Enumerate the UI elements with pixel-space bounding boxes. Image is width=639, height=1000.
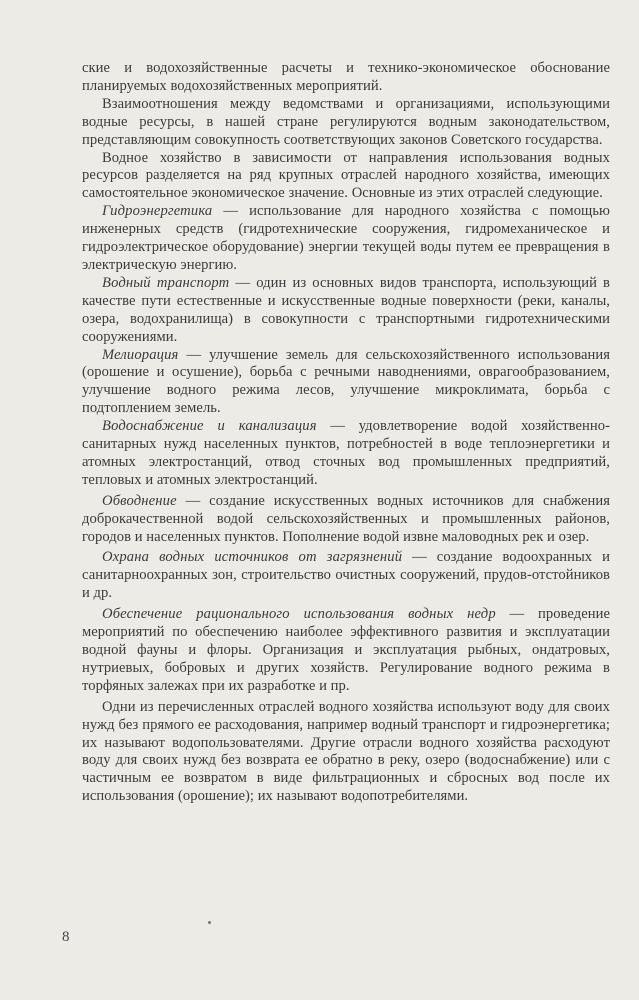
- paragraph-lead: Охрана водных источников от загрязнений: [102, 549, 403, 566]
- paragraph: [82, 549, 610, 603]
- paragraph: [82, 96, 610, 150]
- paragraph-body: — проведение мероприятий по обеспечению наиболее эффективного развития и эксплуатации водной фауны и флоры. Организация и эксплуатация рыбных, ондатровых, нутриевых, бобровых и других хозяйств. Регулирование водного режима в торфяных залежах при их разработке и пр.: [82, 606, 610, 694]
- print-speck: [208, 921, 211, 924]
- paragraph: [82, 150, 610, 204]
- paragraph-body: — удовлетворение водой хозяйственно-санитарных нужд населенных пунктов, потребностей в воде теплоэнергетики и атомных электростанций, отвод сточных вод промышленных предприятий, тепловых и атомных электростанций.: [82, 418, 611, 488]
- paragraph-body: — создание искусственных водных источников для снабжения доброкачественной водой сельскохозяйственных и промышленных районов, городов и населенных пунктов. Пополнение водой извне маловодных рек и озер.: [82, 492, 610, 545]
- paragraph-body: — использование для народного хозяйства с помощью инженерных средств (гидротехнические сооружения, гидромеханическое и гидроэлектрическое оборудование) энергии текущей воды путем ее превращения в электрическую энергию.: [82, 203, 610, 273]
- paragraph: [82, 60, 610, 96]
- body-text: [82, 60, 610, 806]
- paragraph-body: Взаимоотношения между ведомствами и организациями, использующими водные ресурсы, в нашей стране регулируются водным законодательством, представляющим совокупность соответствующих законов Советского государства.: [82, 95, 610, 148]
- paragraph-lead: Гидроэнергетика: [102, 203, 213, 220]
- paragraph: [82, 347, 610, 419]
- paragraph: [82, 606, 610, 696]
- paragraph: [82, 275, 610, 347]
- paragraph: [82, 493, 610, 547]
- paragraph-lead: Мелиорация: [102, 346, 179, 363]
- paragraph-lead: Водный транспорт: [102, 274, 230, 291]
- paragraph-lead: Обводнение: [102, 492, 177, 509]
- paragraph-body: Водное хозяйство в зависимости от направления использования водных ресурсов разделяется на ряд крупных отраслей народного хозяйства, имеющих самостоятельное экономическое значение. Основные из этих отраслей следующие.: [82, 149, 610, 202]
- paragraph-body: — один из основных видов транспорта, использующий в качестве пути естественные и искусственные водные поверхности (реки, каналы, озера, водохранилища) в совокупности с транспортными гидротехническими сооружениями.: [82, 274, 610, 345]
- page-number: 8: [62, 929, 70, 945]
- paragraph-body: ские и водохозяйственные расчеты и технико-экономическое обоснование планируемых водохозяйственных мероприятий.: [82, 60, 610, 94]
- paragraph-body: — улучшение земель для сельскохозяйственного использования (орошение и осушение), борьба с речными наводнениями, оврагообразованием, улучшение водного режима лесов, улучшение микроклимата, борьба с подтоплением земель.: [82, 346, 610, 417]
- paragraph-body: — создание водоохранных и санитарноохранных зон, строительство очистных сооружений, прудов-отстойников и др.: [82, 549, 610, 602]
- paragraph: [82, 699, 610, 806]
- paragraph: [82, 203, 610, 275]
- paragraph-lead: Водоснабжение и канализация: [102, 418, 317, 435]
- paragraph: [82, 418, 610, 490]
- paragraph-lead: Обеспечение рационального использования водных недр: [102, 606, 496, 623]
- paragraph-body: Одни из перечисленных отраслей водного хозяйства используют воду для своих нужд без прямого ее расходования, например водный транспорт и гидроэнергетика; их называют водопользователями. Другие отрасли водного хозяйства расходуют воду для своих нужд без возврата ее обратно в реку, озеро (водоснабжение) или с частичным ее возвратом в виде фильтрационных и сбросных вод после их использования (орошение); их называют водопотребителями.: [82, 698, 610, 805]
